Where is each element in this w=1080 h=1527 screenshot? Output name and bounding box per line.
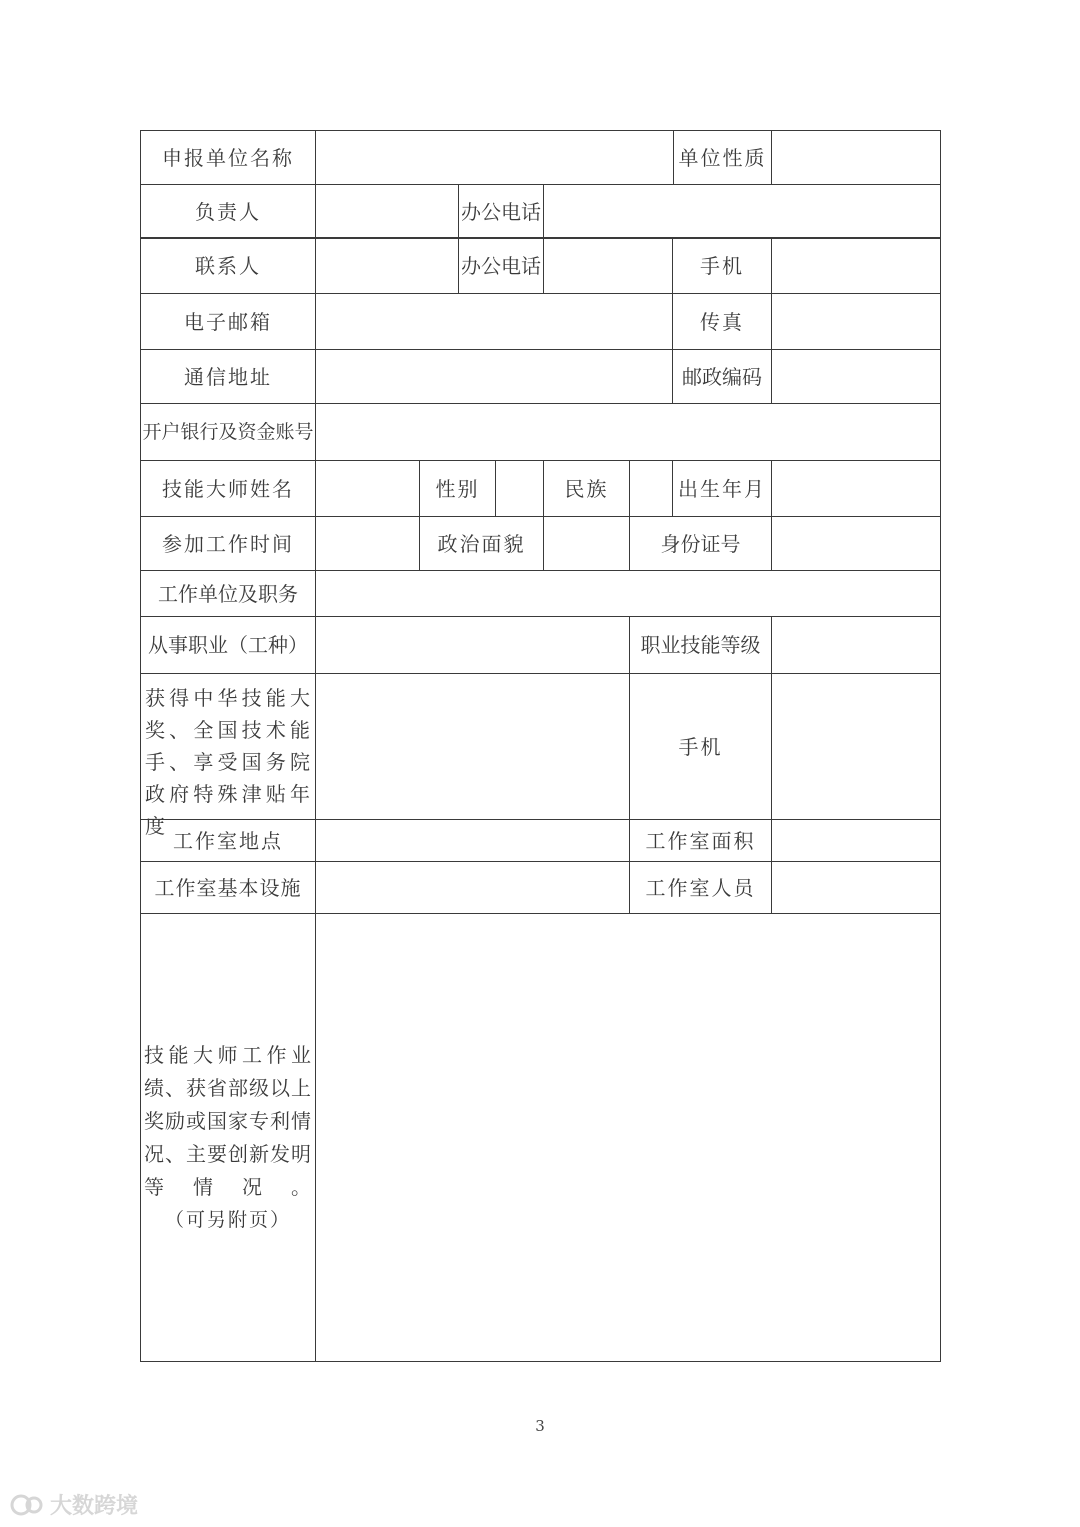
label-email: 电子邮箱 (140, 293, 316, 350)
input-employer[interactable] (315, 570, 941, 617)
input-achievements[interactable] (315, 913, 941, 1362)
label-mobile-1: 手机 (672, 237, 772, 294)
input-skill-level[interactable] (771, 616, 941, 674)
input-contact[interactable] (315, 237, 459, 294)
input-bank[interactable] (315, 403, 941, 461)
page-number: 3 (535, 1417, 545, 1435)
input-studio-location[interactable] (315, 819, 630, 862)
input-work-start[interactable] (315, 516, 420, 571)
input-birth[interactable] (771, 460, 941, 517)
input-office-phone-1[interactable] (543, 184, 941, 239)
watermark-logo-icon (10, 1491, 44, 1519)
application-form (140, 130, 941, 1362)
input-postcode[interactable] (771, 349, 941, 404)
label-id-number: 身份证号 (629, 516, 772, 571)
label-work-start: 参加工作时间 (140, 516, 316, 571)
label-leader: 负责人 (140, 184, 316, 239)
label-unit-type: 单位性质 (673, 130, 772, 185)
label-contact: 联系人 (140, 237, 316, 294)
label-gender: 性别 (419, 460, 496, 517)
label-skill-level: 职业技能等级 (629, 616, 772, 674)
label-occupation: 从事职业（工种） (140, 616, 316, 674)
label-fax: 传真 (672, 293, 772, 350)
input-unit-type[interactable] (771, 130, 941, 185)
watermark-text: 大数跨境 (50, 1494, 139, 1519)
input-unit-name[interactable] (315, 130, 674, 185)
input-fax[interactable] (771, 293, 941, 350)
input-address[interactable] (315, 349, 673, 404)
label-employer: 工作单位及职务 (140, 570, 316, 617)
input-award-year[interactable] (315, 673, 630, 820)
input-studio-area[interactable] (771, 819, 941, 862)
label-unit-name: 申报单位名称 (140, 130, 316, 185)
input-political[interactable] (543, 516, 630, 571)
input-email[interactable] (315, 293, 673, 350)
label-achievements-cell (140, 913, 316, 1362)
input-office-phone-2[interactable] (543, 237, 673, 294)
input-studio-staff[interactable] (771, 861, 941, 914)
input-leader[interactable] (315, 184, 459, 239)
label-ethnicity: 民族 (543, 460, 630, 517)
label-studio-area: 工作室面积 (629, 819, 772, 862)
label-studio-staff: 工作室人员 (629, 861, 772, 914)
label-bank: 开户银行及资金账号 (140, 403, 316, 461)
input-master-name[interactable] (315, 460, 420, 517)
watermark (10, 1489, 138, 1520)
input-studio-facilities[interactable] (315, 861, 630, 914)
label-award-year: 获得中华技能大奖、全国技术能手、享受国务院政府特殊津贴年度 (140, 673, 316, 820)
label-master-name: 技能大师姓名 (140, 460, 316, 517)
label-birth: 出生年月 (672, 460, 772, 517)
label-achievements: 技能大师工作业绩、获省部级以上奖励或国家专利情况、主要创新发明等情况。 (144, 1042, 312, 1199)
input-occupation[interactable] (315, 616, 630, 674)
input-mobile-2[interactable] (771, 673, 941, 820)
label-address: 通信地址 (140, 349, 316, 404)
label-studio-facilities: 工作室基本设施 (140, 861, 316, 914)
input-id-number[interactable] (771, 516, 941, 571)
label-political: 政治面貌 (419, 516, 544, 571)
input-mobile-1[interactable] (771, 237, 941, 294)
input-ethnicity[interactable] (629, 460, 673, 517)
label-office-phone-1: 办公电话 (458, 184, 544, 239)
label-postcode: 邮政编码 (672, 349, 772, 404)
label-studio-location: 工作室地点 (140, 819, 316, 862)
label-achievements-note: （可另附页） (164, 1208, 291, 1231)
label-office-phone-2: 办公电话 (458, 237, 544, 294)
input-gender[interactable] (495, 460, 544, 517)
label-mobile-2: 手机 (629, 673, 772, 820)
